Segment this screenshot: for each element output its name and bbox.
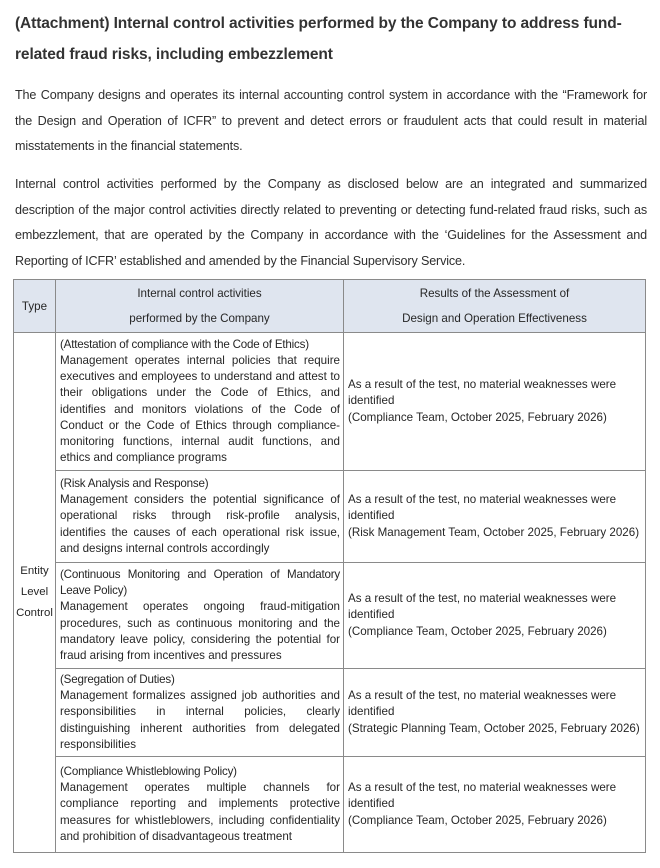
type-label-line3: Control xyxy=(16,607,53,619)
result-text: As a result of the test, no material weaknesses were identified xyxy=(348,493,617,523)
header-activities xyxy=(56,280,344,333)
result-detail: (Compliance Team, October 2025, February 2026) xyxy=(348,624,607,638)
description-paragraph: Internal control activities performed by the Company as disclosed below are an integrated and summarized description of the major control activities directly related to preventing or detecting fund-related fraud risks, such as embezzlement, that are operated by the Company in accordance with the ‘Guidelines for the Assessment and Reporting of ICFR’ established and amended by the Financial Supervisory Service. xyxy=(15,177,647,268)
activity-title: (Attestation of compliance with the Code of Ethics) xyxy=(60,337,309,351)
type-label-line2: Level xyxy=(20,586,49,598)
result-cell xyxy=(344,333,646,471)
table-row xyxy=(14,471,646,563)
header-results-line1: Results of the Assessment of xyxy=(419,287,570,300)
result-detail: (Compliance Team, October 2025, February 2026) xyxy=(348,813,607,827)
intro-paragraph: The Company designs and operates its internal accounting control system in accordance with the “Framework for the Design and Operation of ICFR” to prevent and detect errors or fraudulent acts that could result in material misstatements in the financial statements. xyxy=(15,88,647,153)
activity-cell xyxy=(56,563,344,669)
internal-control-table xyxy=(13,279,646,853)
activity-description: Management operates multiple channels for compliance reporting and implements protective measures for whistleblowers, including confidentiality and prohibition of disadvantageous treatment xyxy=(60,781,340,843)
table-header-row xyxy=(14,280,646,333)
activity-title: (Continuous Monitoring and Operation of Mandatory Leave Policy) xyxy=(60,567,340,598)
header-type xyxy=(14,280,56,333)
header-type-label: Type xyxy=(21,299,48,313)
activity-description: Management considers the potential significance of operational risks through risk-profile analysis, identifies the causes of each operational risk issue, and designs internal controls accordingly xyxy=(60,493,340,555)
result-detail: (Strategic Planning Team, October 2025, February 2026) xyxy=(348,721,640,735)
result-text: As a result of the test, no material weaknesses were identified xyxy=(348,378,617,408)
activity-description: Management operates ongoing fraud-mitigation procedures, such as continuous monitoring and the mandatory leave policy, considering the potential for fraud arising from incentives and pressures xyxy=(60,600,340,662)
activity-description: Management operates internal policies that require executives and employees to understand and attest to their obligations under the Code of Ethics, and identifies and monitors violations of the Code of Conduct or the Code of Ethics through compliance-monitoring functions, internal audit functions, and ethics and compliance programs xyxy=(60,353,340,465)
result-cell xyxy=(344,669,646,757)
table-row xyxy=(14,563,646,669)
result-text: As a result of the test, no material weaknesses were identified xyxy=(348,592,617,622)
header-activities-line1: Internal control activities xyxy=(137,287,262,300)
activity-title: (Compliance Whistleblowing Policy) xyxy=(60,765,237,778)
type-label-line1: Entity xyxy=(20,565,49,577)
type-cell-entity-level-control xyxy=(14,333,56,853)
result-cell xyxy=(344,471,646,563)
activity-cell xyxy=(56,757,344,853)
activity-description: Management formalizes assigned job authorities and responsibilities in internal policies, clearly distinguishing inherent authorities from delegated responsibilities xyxy=(60,689,340,751)
result-text: As a result of the test, no material weaknesses were identified xyxy=(348,689,617,719)
result-detail: (Risk Management Team, October 2025, February 2026) xyxy=(348,525,640,539)
activity-title: (Risk Analysis and Response) xyxy=(60,476,209,490)
header-results xyxy=(344,280,646,333)
document-title: (Attachment) Internal control activities performed by the Company to address fund-related fraud risks, including embezzlement xyxy=(15,15,622,63)
activity-cell xyxy=(56,471,344,563)
result-cell xyxy=(344,563,646,669)
table-row xyxy=(14,669,646,757)
result-text: As a result of the test, no material weaknesses were identified xyxy=(348,781,617,811)
table-row xyxy=(14,757,646,853)
result-cell xyxy=(344,757,646,853)
header-results-line2: Design and Operation Effectiveness xyxy=(402,312,587,325)
activity-title: (Segregation of Duties) xyxy=(60,673,175,686)
table-row xyxy=(14,333,646,471)
activity-cell xyxy=(56,333,344,471)
header-activities-line2: performed by the Company xyxy=(129,312,270,325)
activity-cell xyxy=(56,669,344,757)
result-detail: (Compliance Team, October 2025, February 2026) xyxy=(348,410,607,424)
